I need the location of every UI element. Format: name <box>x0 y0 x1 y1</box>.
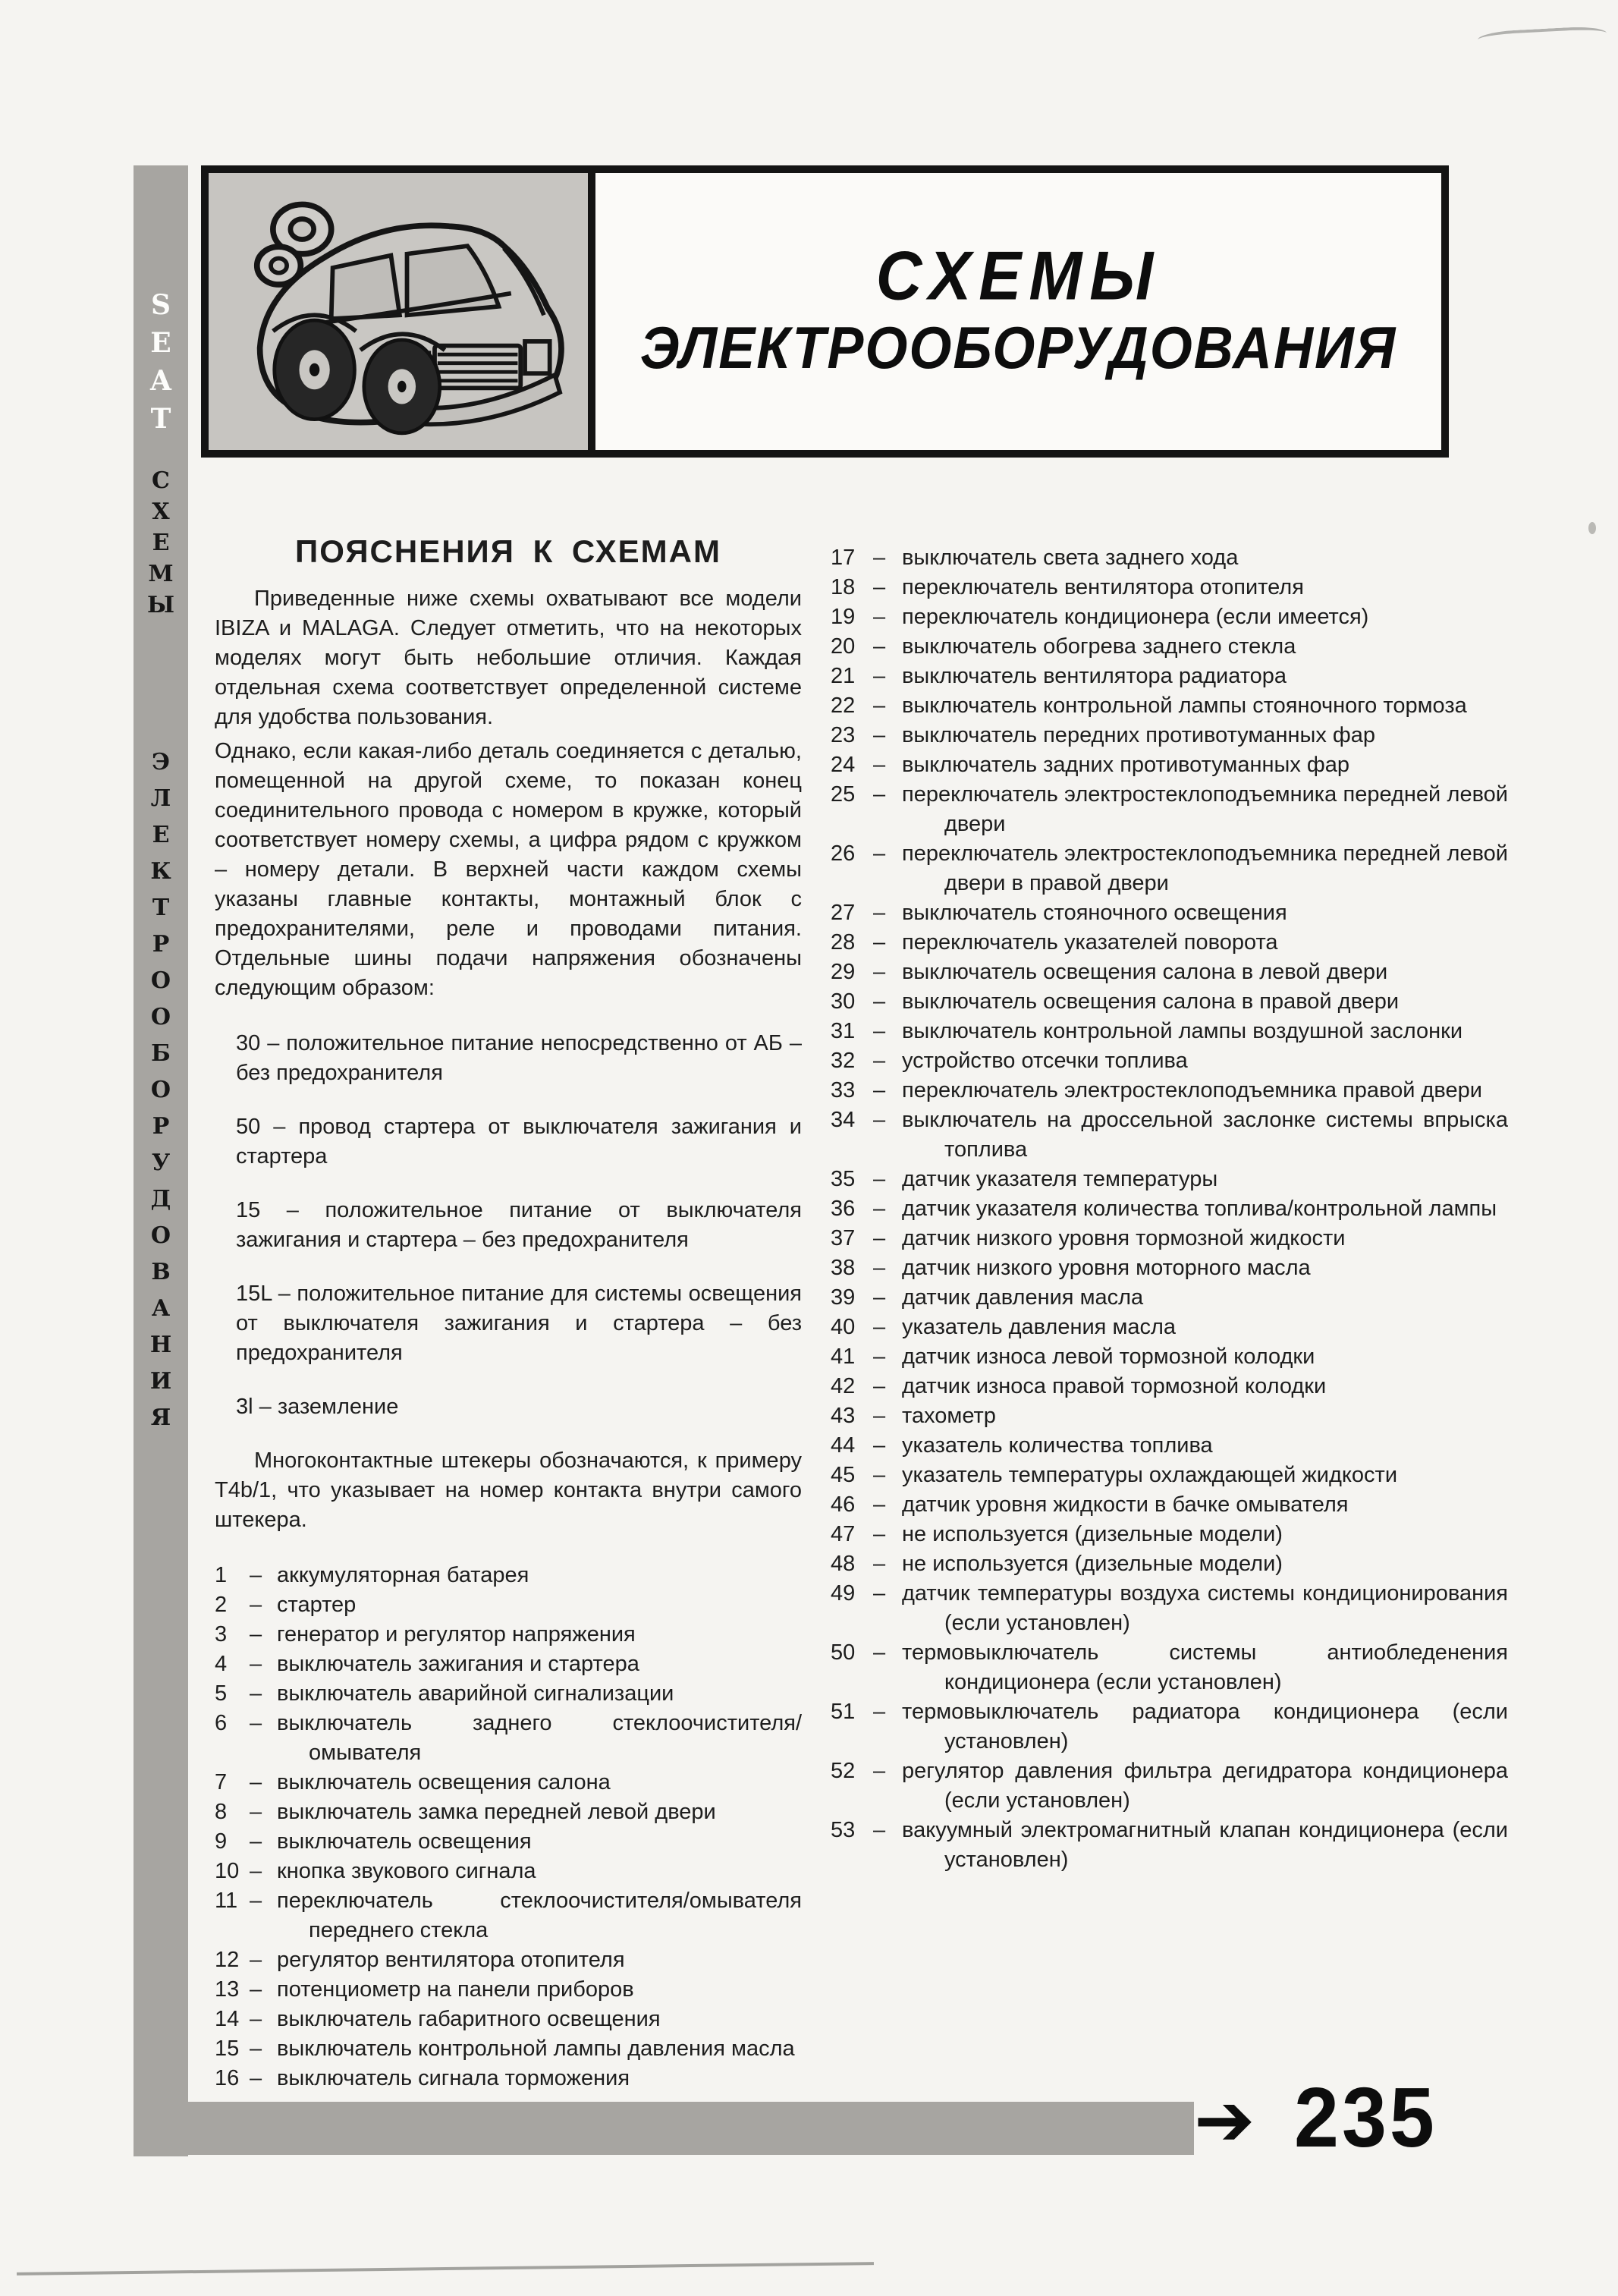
item-text: выключатель освещения <box>277 1829 532 1854</box>
item-number: 51 <box>831 1700 856 1724</box>
list-item <box>215 1709 802 1768</box>
sidebar-letter: A <box>150 365 171 397</box>
intro-paragraph-1: Приведенные ниже схемы охватывают все модели IBIZA и MALAGA. Следует отметить, что на некоторых моделях могут быть небольшие отличия. Каждая отдельная схема соответствует определенной системе для удобства пользования. <box>215 587 802 729</box>
item-dash: – <box>250 1652 262 1676</box>
sidebar-letter: Э <box>152 749 170 775</box>
item-text: датчик низкого уровня моторного масла <box>902 1256 1311 1280</box>
item-number: 20 <box>831 634 856 659</box>
item-text: переключатель указателей поворота <box>902 930 1278 955</box>
item-dash: – <box>250 1711 262 1735</box>
terminal-designation: 15L – положительное питание для системы освещения от выключателя зажигания и стартера – без предохранителя <box>236 1282 802 1365</box>
item-text: выключатель освещения салона в правой двери <box>902 989 1400 1014</box>
item-text: указатель давления масла <box>902 1315 1177 1339</box>
item-dash: – <box>873 1374 886 1398</box>
list-item <box>831 1697 1508 1757</box>
sidebar-letter: К <box>150 858 171 885</box>
item-dash: – <box>250 1859 262 1883</box>
item-text: вакуумный электромагнитный клапан кондиционера (если установлен) <box>902 1818 1508 1872</box>
list-item <box>831 958 1508 987</box>
item-text: не используется (дизельные модели) <box>902 1522 1283 1546</box>
item-text: тахометр <box>902 1404 996 1428</box>
item-text: датчик уровня жидкости в бачке омывателя <box>902 1492 1349 1517</box>
item-dash: – <box>250 1800 262 1824</box>
item-dash: – <box>873 1818 886 1842</box>
chapter-title-box <box>595 165 1449 458</box>
list-item <box>831 1579 1508 1638</box>
component-list-17-53 <box>831 543 1508 1875</box>
sidebar-letter: В <box>151 1259 171 1285</box>
sidebar-letter: Е <box>152 822 170 848</box>
item-number: 30 <box>831 989 856 1014</box>
item-dash: – <box>873 1492 886 1517</box>
item-text: не используется (дизельные модели) <box>902 1552 1283 1576</box>
item-text: переключатель электростеклоподъемника правой двери <box>902 1078 1482 1102</box>
item-text: выключатель заднего стеклоочистителя/омывателя <box>277 1711 802 1765</box>
item-dash: – <box>873 605 886 629</box>
item-text: выключатель аварийной сигнализации <box>277 1681 674 1706</box>
item-number: 23 <box>831 723 856 747</box>
list-item <box>831 1461 1508 1490</box>
item-number: 27 <box>831 901 856 925</box>
item-text: указатель температуры охлаждающей жидкости <box>902 1463 1398 1487</box>
sidebar-letter: Р <box>152 931 170 958</box>
list-item <box>831 691 1508 721</box>
scan-artifact-bottom <box>17 2262 874 2276</box>
item-number: 16 <box>215 2066 240 2090</box>
terminal-designation: 15 – положительное питание от выключателя зажигания и стартера – без предохранителя <box>236 1198 802 1252</box>
item-number: 4 <box>215 1652 228 1676</box>
item-text: датчик указателя температуры <box>902 1167 1218 1191</box>
page-title: ПОЯСНЕНИЯ К СХЕМАМ <box>295 533 721 569</box>
list-item <box>215 1945 802 1975</box>
item-text: стартер <box>277 1593 357 1617</box>
item-dash: – <box>873 1404 886 1428</box>
list-item <box>215 2005 802 2034</box>
list-item <box>831 839 1508 898</box>
list-item <box>215 1857 802 1886</box>
item-dash: – <box>873 1522 886 1546</box>
item-number: 3 <box>215 1622 228 1647</box>
footer-bar <box>134 2102 1194 2155</box>
item-text: датчик износа правой тормозной колодки <box>902 1374 1327 1398</box>
right-column <box>831 543 1508 1875</box>
item-dash: – <box>873 989 886 1014</box>
item-number: 38 <box>831 1256 856 1280</box>
sidebar-word-elektrooborudovaniya <box>134 745 188 1437</box>
item-number: 12 <box>215 1948 240 1972</box>
item-number: 35 <box>831 1167 856 1191</box>
item-number: 22 <box>831 694 856 718</box>
item-number: 28 <box>831 930 856 955</box>
sidebar-letter: Я <box>150 1404 171 1431</box>
item-text: переключатель кондиционера (если имеется) <box>902 605 1369 629</box>
item-number: 47 <box>831 1522 856 1546</box>
item-number: 43 <box>831 1404 856 1428</box>
list-item <box>831 1017 1508 1046</box>
item-dash: – <box>250 1829 262 1854</box>
list-item <box>215 2034 802 2064</box>
item-text: выключатель освещения салона в левой двери <box>902 960 1388 984</box>
item-dash: – <box>873 1433 886 1458</box>
item-dash: – <box>873 1226 886 1250</box>
chapter-title-line1: СХЕМЫ <box>875 236 1161 314</box>
item-number: 34 <box>831 1108 856 1132</box>
sidebar-letter: У <box>151 1150 171 1176</box>
list-item <box>831 1283 1508 1313</box>
item-number: 25 <box>831 782 856 807</box>
item-number: 48 <box>831 1552 856 1576</box>
item-text: выключатель зажигания и стартера <box>277 1652 639 1676</box>
item-number: 9 <box>215 1829 228 1854</box>
item-text: потенциометр на панели приборов <box>277 1977 634 2002</box>
toy-car-icon <box>216 181 580 442</box>
list-item <box>831 662 1508 691</box>
item-number: 31 <box>831 1019 856 1043</box>
item-text: переключатель вентилятора отопителя <box>902 575 1304 599</box>
item-text: выключатель контрольной лампы давления масла <box>277 2037 795 2061</box>
item-text: выключатель света заднего хода <box>902 546 1239 570</box>
sidebar-tab <box>134 165 188 2156</box>
item-text: выключатель освещения салона <box>277 1770 611 1794</box>
list-item <box>831 1401 1508 1431</box>
list-item <box>215 1679 802 1709</box>
item-dash: – <box>873 1285 886 1310</box>
item-number: 53 <box>831 1818 856 1842</box>
item-dash: – <box>250 2037 262 2061</box>
item-number: 13 <box>215 1977 240 2002</box>
item-dash: – <box>873 930 886 955</box>
item-dash: – <box>873 1019 886 1043</box>
list-item <box>831 1549 1508 1579</box>
sidebar-letter: Х <box>152 499 170 525</box>
item-text: выключатель сигнала торможения <box>277 2066 630 2090</box>
item-dash: – <box>873 901 886 925</box>
item-dash: – <box>250 1681 262 1706</box>
item-number: 1 <box>215 1563 228 1587</box>
item-number: 6 <box>215 1711 228 1735</box>
sidebar-letter: Р <box>152 1113 170 1140</box>
item-text: выключатель обогрева заднего стекла <box>902 634 1296 659</box>
intro-paragraph-2: Однако, если какая-либо деталь соединяется с деталью, помещенной на другой схеме, то показан конец соединительного провода с номером в кружке, который соответствует номеру схемы, а цифра рядом с кружком – номеру детали. В верхней части каждом схемы указаны главные контакты, монтажный блок с предохранителями, реле и проводами питания. Отдельные шины подачи напряжения обозначены следующим образом: <box>215 739 802 1000</box>
item-text: устройство отсечки топлива <box>902 1049 1188 1073</box>
item-text: переключатель электростеклоподъемника передней левой двери <box>902 782 1508 836</box>
item-dash: – <box>873 753 886 777</box>
item-number: 2 <box>215 1593 228 1617</box>
item-text: кнопка звукового сигнала <box>277 1859 536 1883</box>
item-text: термовыключатель системы антиобледенения кондиционера (если установлен) <box>902 1640 1508 1694</box>
item-text: регулятор вентилятора отопителя <box>277 1948 625 1972</box>
item-text: термовыключатель радиатора кондиционера (если установлен) <box>902 1700 1508 1753</box>
item-number: 39 <box>831 1285 856 1310</box>
sidebar-letter: Т <box>152 895 170 921</box>
item-number: 44 <box>831 1433 856 1458</box>
list-item <box>831 928 1508 958</box>
item-dash: – <box>873 1759 886 1783</box>
item-number: 17 <box>831 546 856 570</box>
item-text: датчик износа левой тормозной колодки <box>902 1345 1315 1369</box>
item-dash: – <box>250 1977 262 2002</box>
item-number: 10 <box>215 1859 240 1883</box>
list-item <box>831 602 1508 632</box>
item-dash: – <box>873 1197 886 1221</box>
item-dash: – <box>873 1640 886 1665</box>
sidebar-letter: Б <box>151 1040 171 1067</box>
list-item <box>831 721 1508 750</box>
item-dash: – <box>873 782 886 807</box>
list-item <box>215 1975 802 2005</box>
list-item <box>831 898 1508 928</box>
item-text: выключатель габаритного освещения <box>277 2007 661 2031</box>
list-item <box>215 1650 802 1679</box>
list-item <box>831 780 1508 839</box>
list-item <box>831 543 1508 573</box>
item-dash: – <box>250 1622 262 1647</box>
item-number: 46 <box>831 1492 856 1517</box>
item-number: 37 <box>831 1226 856 1250</box>
sidebar-letter: Н <box>149 1332 172 1358</box>
list-item <box>215 1797 802 1827</box>
list-item <box>215 1590 802 1620</box>
item-number: 45 <box>831 1463 856 1487</box>
item-number: 19 <box>831 605 856 629</box>
component-list-1-16 <box>215 1561 802 2093</box>
item-dash: – <box>873 694 886 718</box>
item-dash: – <box>873 723 886 747</box>
sidebar-letter: О <box>150 1077 171 1103</box>
list-item <box>215 2064 802 2093</box>
item-dash: – <box>873 1049 886 1073</box>
sidebar-letter: E <box>150 327 171 359</box>
item-dash: – <box>250 1770 262 1794</box>
item-number: 40 <box>831 1315 856 1339</box>
item-text: выключатель задних противотуманных фар <box>902 753 1349 777</box>
item-number: 7 <box>215 1770 228 1794</box>
list-item <box>215 1561 802 1590</box>
sidebar-letter: М <box>148 561 174 587</box>
item-dash: – <box>873 1315 886 1339</box>
item-text: аккумуляторная батарея <box>277 1563 529 1587</box>
item-text: выключатель на дроссельной заслонке системы впрыска топлива <box>902 1108 1508 1162</box>
item-number: 52 <box>831 1759 856 1783</box>
sidebar-letter: S <box>151 289 171 321</box>
item-dash: – <box>873 1700 886 1724</box>
item-dash: – <box>250 2066 262 2090</box>
intro-paragraph-3: Многоконтактные штекеры обозначаются, к примеру T4b/1, что указывает на номер контакта внутри самого штекера. <box>215 1448 802 1532</box>
terminal-designation: 50 – провод стартера от выключателя зажигания и стартера <box>236 1115 802 1168</box>
list-item <box>831 632 1508 662</box>
sidebar-letter: И <box>149 1368 172 1395</box>
item-text: переключатель электростеклоподъемника передней левой двери в правой двери <box>902 841 1508 895</box>
item-number: 24 <box>831 753 856 777</box>
list-item <box>831 1046 1508 1076</box>
item-text: выключатель вентилятора радиатора <box>902 664 1287 688</box>
list-item <box>831 1224 1508 1253</box>
list-item <box>831 1076 1508 1106</box>
item-text: указатель количества топлива <box>902 1433 1213 1458</box>
sidebar-letter: С <box>152 467 170 494</box>
page-number: 235 <box>1294 2071 1437 2165</box>
list-item <box>215 1620 802 1650</box>
list-item <box>215 1768 802 1797</box>
scan-artifact-dot <box>1588 522 1596 534</box>
item-dash: – <box>873 1078 886 1102</box>
list-item <box>831 1638 1508 1697</box>
item-number: 8 <box>215 1800 228 1824</box>
item-dash: – <box>250 1889 262 1913</box>
item-text: датчик температуры воздуха системы кондиционирования (если установлен) <box>902 1581 1508 1635</box>
list-item <box>831 1313 1508 1342</box>
item-text: выключатель контрольной лампы стояночного тормоза <box>902 694 1467 718</box>
sidebar-letter: Ы <box>146 592 175 618</box>
sidebar-letter: Д <box>150 1186 171 1212</box>
item-text: выключатель передних противотуманных фар <box>902 723 1376 747</box>
item-number: 11 <box>215 1889 238 1913</box>
item-dash: – <box>873 1108 886 1132</box>
item-text: датчик указателя количества топлива/контрольной лампы <box>902 1197 1497 1221</box>
item-text: датчик низкого уровня тормозной жидкости <box>902 1226 1346 1250</box>
item-number: 41 <box>831 1345 856 1369</box>
item-dash: – <box>873 1256 886 1280</box>
item-text: выключатель контрольной лампы воздушной заслонки <box>902 1019 1463 1043</box>
item-text: датчик давления масла <box>902 1285 1144 1310</box>
item-text: переключатель стеклоочистителя/омывателя переднего стекла <box>277 1889 802 1942</box>
item-text: генератор и регулятор напряжения <box>277 1622 636 1647</box>
list-item <box>831 1165 1508 1194</box>
item-number: 5 <box>215 1681 228 1706</box>
list-item <box>831 573 1508 602</box>
item-number: 42 <box>831 1374 856 1398</box>
item-number: 29 <box>831 960 856 984</box>
list-item <box>831 1757 1508 1816</box>
item-text: регулятор давления фильтра дегидратора кондиционера (если установлен) <box>902 1759 1508 1813</box>
list-item <box>215 1827 802 1857</box>
chapter-title-line2: ЭЛЕКТРООБОРУДОВАНИЯ <box>639 315 1397 381</box>
chapter-header <box>201 165 1449 458</box>
car-illustration-box <box>201 165 595 458</box>
left-column <box>215 533 802 2093</box>
list-item <box>831 1816 1508 1875</box>
item-dash: – <box>873 1345 886 1369</box>
sidebar-letter: О <box>150 1222 171 1249</box>
item-number: 18 <box>831 575 856 599</box>
item-number: 14 <box>215 2007 240 2031</box>
list-item <box>831 1490 1508 1520</box>
list-item <box>831 1520 1508 1549</box>
sidebar-brand-seat <box>134 287 188 439</box>
list-item <box>831 1106 1508 1165</box>
list-item <box>831 1194 1508 1224</box>
sidebar-letter: А <box>151 1295 171 1322</box>
item-number: 50 <box>831 1640 856 1665</box>
item-dash: – <box>873 575 886 599</box>
item-dash: – <box>873 664 886 688</box>
item-dash: – <box>873 546 886 570</box>
item-dash: – <box>873 1167 886 1191</box>
item-dash: – <box>250 1948 262 1972</box>
item-dash: – <box>250 2007 262 2031</box>
item-dash: – <box>873 841 886 866</box>
sidebar-letter: T <box>150 403 171 435</box>
list-item <box>831 750 1508 780</box>
item-text: выключатель стояночного освещения <box>902 901 1287 925</box>
item-dash: – <box>873 1463 886 1487</box>
item-dash: – <box>873 1581 886 1606</box>
arrow-icon: ➔ <box>1194 2077 1255 2162</box>
item-dash: – <box>873 634 886 659</box>
item-number: 15 <box>215 2037 240 2061</box>
item-text: выключатель замка передней левой двери <box>277 1800 716 1824</box>
item-dash: – <box>873 1552 886 1576</box>
sidebar-word-shemy <box>134 466 188 621</box>
item-number: 32 <box>831 1049 856 1073</box>
list-item <box>831 1253 1508 1283</box>
list-item <box>831 987 1508 1017</box>
item-number: 36 <box>831 1197 856 1221</box>
item-number: 49 <box>831 1581 856 1606</box>
item-dash: – <box>250 1563 262 1587</box>
terminal-designation: 30 – положительное питание непосредственно от АБ – без предохранителя <box>236 1031 802 1085</box>
list-item <box>831 1342 1508 1372</box>
sidebar-letter: Е <box>152 530 170 556</box>
item-number: 26 <box>831 841 856 866</box>
item-number: 33 <box>831 1078 856 1102</box>
terminal-designation: 3l – заземление <box>236 1395 399 1419</box>
sidebar-letter: О <box>150 1004 171 1030</box>
item-number: 21 <box>831 664 856 688</box>
item-dash: – <box>873 960 886 984</box>
scan-artifact-top <box>1478 26 1607 48</box>
sidebar-letter: О <box>150 967 171 994</box>
list-item <box>831 1431 1508 1461</box>
list-item <box>215 1886 802 1945</box>
item-dash: – <box>250 1593 262 1617</box>
sidebar-letter: Л <box>150 785 171 812</box>
list-item <box>831 1372 1508 1401</box>
terminal-designations <box>236 1029 802 1422</box>
